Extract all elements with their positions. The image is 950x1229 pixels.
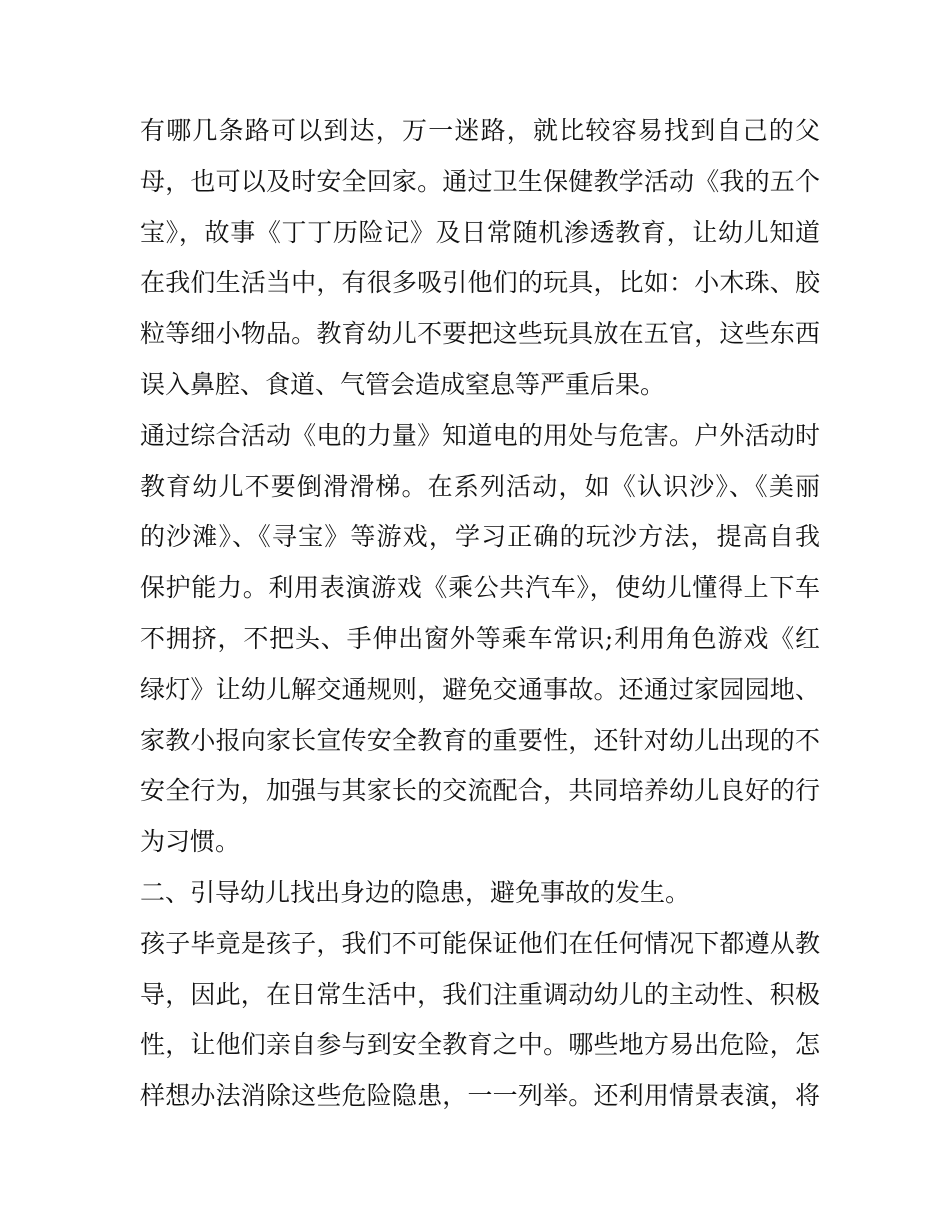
text-line: 绿灯》让幼儿解交通规则，避免交通事故。还通过家园园地、 [140, 674, 820, 704]
text-line: 样想办法消除这些危险隐患，一一列举。还利用情景表演，将 [140, 1081, 820, 1111]
text-line: 有哪几条路可以到达，万一迷路，就比较容易找到自己的父 [140, 116, 820, 145]
text-line: 孩子毕竟是孩子，我们不可能保证他们在任何情况下都遵从教 [140, 928, 820, 958]
text-line: 在我们生活当中，有很多吸引他们的玩具，比如：小木珠、胶 [140, 268, 820, 298]
text-line: 不拥挤，不把头、手伸出窗外等乘车常识;利用角色游戏《红 [140, 623, 820, 653]
text-line: 的沙滩》、《寻宝》等游戏，学习正确的玩沙方法，提高自我 [140, 522, 820, 552]
text-line: 二、引导幼儿找出身边的隐患，避免事故的发生。 [140, 877, 691, 907]
text-line: 家教小报向家长宣传安全教育的重要性，还针对幼儿出现的不 [140, 725, 820, 755]
text-line: 为习惯。 [140, 827, 241, 857]
text-line: 粒等细小物品。教育幼儿不要把这些玩具放在五官，这些东西 [140, 319, 820, 349]
text-line: 教育幼儿不要倒滑滑梯。在系列活动，如《认识沙》、《美丽 [140, 471, 820, 501]
text-line: 母，也可以及时安全回家。通过卫生保健教学活动《我的五个 [140, 166, 820, 196]
text-line: 宝》，故事《丁丁历险记》及日常随机渗透教育，让幼儿知道 [140, 217, 820, 247]
text-line: 误入鼻腔、食道、气管会造成窒息等严重后果。 [140, 369, 666, 399]
body-text [140, 106, 820, 1122]
text-line: 通过综合活动《电的力量》知道电的用处与危害。户外活动时 [140, 420, 820, 450]
text-line: 导，因此，在日常生活中，我们注重调动幼儿的主动性、积极 [140, 979, 820, 1009]
text-line: 安全行为，加强与其家长的交流配合，共同培养幼儿良好的行 [140, 776, 820, 806]
text-line: 性，让他们亲自参与到安全教育之中。哪些地方易出危险，怎 [140, 1030, 820, 1060]
text-line: 保护能力。利用表演游戏《乘公共汽车》，使幼儿懂得上下车 [140, 573, 820, 603]
